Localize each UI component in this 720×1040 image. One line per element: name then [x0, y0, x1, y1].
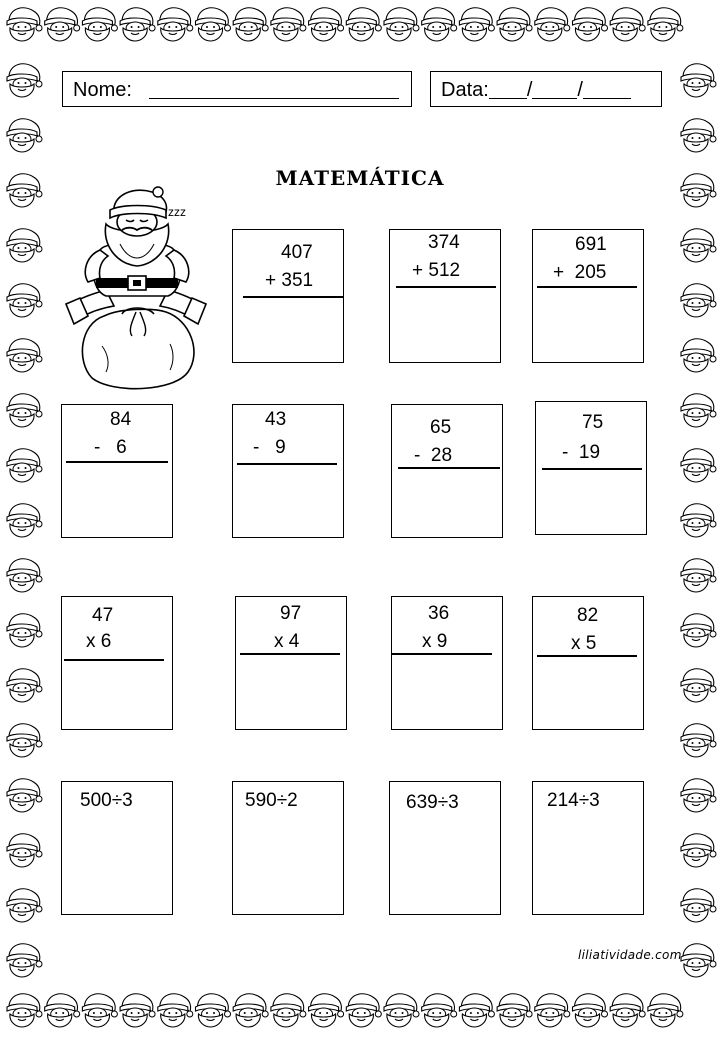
- operand-top: 374: [428, 232, 460, 253]
- page-title: MATEMÁTICA: [275, 166, 445, 190]
- santa-face-icon: [7, 8, 42, 41]
- santa-face-icon: [45, 8, 80, 41]
- answer-rule: [542, 468, 642, 470]
- operand-bottom: + 351: [265, 270, 314, 291]
- santa-face-icon: [7, 64, 42, 97]
- operand-top: 590÷2: [245, 790, 298, 811]
- santa-face-icon: [82, 8, 117, 41]
- santa-face-icon: [497, 994, 532, 1027]
- problem-box-division[interactable]: [232, 781, 344, 915]
- date-year-blank[interactable]: [583, 76, 631, 99]
- problem-box-addition[interactable]: [532, 229, 644, 363]
- problem-box-multiplication[interactable]: [235, 596, 347, 730]
- name-field[interactable]: [62, 71, 412, 107]
- problem-box-division[interactable]: [61, 781, 173, 915]
- operand-top: 36: [428, 603, 450, 624]
- problem-box-subtraction[interactable]: [391, 404, 503, 538]
- santa-face-icon: [7, 559, 42, 592]
- santa-face-icon: [422, 994, 457, 1027]
- santa-face-icon: [7, 614, 42, 647]
- date-field[interactable]: Data: / /: [430, 71, 662, 107]
- santa-face-icon: [648, 8, 683, 41]
- santa-face-icon: [7, 504, 42, 537]
- answer-rule: [237, 463, 337, 465]
- santa-face-icon: [271, 8, 306, 41]
- snore-text: zzz: [168, 205, 186, 219]
- operand-top: 47: [92, 605, 114, 626]
- santa-face-icon: [120, 994, 155, 1027]
- santa-face-icon: [7, 394, 42, 427]
- operand-bottom: + 512: [412, 260, 461, 281]
- santa-face-icon: [384, 994, 419, 1027]
- santa-face-icon: [233, 994, 268, 1027]
- problem-box-division[interactable]: [389, 781, 501, 915]
- santa-face-icon: [681, 229, 716, 262]
- problem-box-multiplication[interactable]: [532, 596, 644, 730]
- santa-face-icon: [573, 8, 608, 41]
- santa-face-icon: [82, 994, 117, 1027]
- operand-top: 639÷3: [406, 792, 459, 813]
- santa-face-icon: [459, 8, 494, 41]
- operand-top: 75: [582, 412, 604, 433]
- santa-face-icon: [7, 724, 42, 757]
- operand-bottom: x 6: [86, 631, 112, 652]
- santa-face-icon: [681, 834, 716, 867]
- santa-face-icon: [681, 559, 716, 592]
- santa-face-icon: [7, 449, 42, 482]
- santa-face-icon: [158, 994, 193, 1027]
- santa-face-icon: [681, 339, 716, 372]
- problem-box-subtraction[interactable]: [232, 404, 344, 538]
- operand-top: 407: [281, 242, 313, 263]
- santa-face-icon: [573, 994, 608, 1027]
- problem-box-subtraction[interactable]: [61, 404, 173, 538]
- operand-bottom: - 9: [253, 437, 286, 458]
- santa-face-icon: [610, 8, 645, 41]
- santa-face-icon: [120, 8, 155, 41]
- santa-face-icon: [681, 64, 716, 97]
- operand-top: 65: [430, 417, 452, 438]
- santa-face-icon: [158, 8, 193, 41]
- operand-top: 97: [280, 603, 302, 624]
- santa-face-icon: [45, 994, 80, 1027]
- santa-face-icon: [7, 284, 42, 317]
- santa-face-icon: [309, 994, 344, 1027]
- santa-face-icon: [233, 8, 268, 41]
- santa-face-icon: [309, 8, 344, 41]
- operand-top: 500÷3: [80, 790, 133, 811]
- santa-face-icon: [681, 944, 716, 977]
- answer-rule: [396, 286, 496, 288]
- santa-face-icon: [7, 779, 42, 812]
- sleeping-santa-on-sack-icon: [62, 186, 212, 391]
- santa-face-icon: [610, 994, 645, 1027]
- santa-face-icon: [535, 8, 570, 41]
- operand-bottom: - 6: [94, 437, 127, 458]
- problem-box-addition[interactable]: [232, 229, 344, 363]
- santa-face-icon: [7, 994, 42, 1027]
- date-day-blank[interactable]: [489, 76, 527, 99]
- santa-face-icon: [681, 504, 716, 537]
- santa-face-icon: [497, 8, 532, 41]
- santa-face-icon: [196, 994, 231, 1027]
- operand-bottom: x 5: [571, 633, 597, 654]
- answer-rule: [64, 659, 164, 661]
- problem-box-subtraction[interactable]: [535, 401, 647, 535]
- santa-face-icon: [681, 119, 716, 152]
- date-label: Data:: [441, 79, 489, 101]
- santa-face-icon: [7, 669, 42, 702]
- problem-box-division[interactable]: [532, 781, 644, 915]
- santa-face-icon: [271, 994, 306, 1027]
- santa-face-icon: [681, 669, 716, 702]
- santa-face-icon: [7, 119, 42, 152]
- name-label: Nome:: [73, 79, 132, 101]
- operand-bottom: x 4: [274, 631, 300, 652]
- santa-face-icon: [681, 779, 716, 812]
- santa-face-icon: [7, 944, 42, 977]
- date-month-blank[interactable]: [532, 76, 577, 99]
- operand-top: 214÷3: [547, 790, 600, 811]
- answer-rule: [537, 655, 637, 657]
- operand-top: 84: [110, 409, 132, 430]
- operand-top: 691: [575, 234, 607, 255]
- answer-rule: [243, 296, 343, 298]
- santa-face-icon: [7, 339, 42, 372]
- answer-rule: [537, 286, 637, 288]
- answer-rule: [66, 461, 168, 463]
- santa-face-icon: [346, 8, 381, 41]
- santa-face-icon: [681, 449, 716, 482]
- santa-face-icon: [681, 394, 716, 427]
- operand-bottom: x 9: [422, 631, 448, 652]
- operand-bottom: + 205: [553, 262, 607, 283]
- santa-face-icon: [681, 614, 716, 647]
- problem-box-addition[interactable]: [389, 229, 501, 363]
- answer-rule: [398, 467, 500, 469]
- problem-box-multiplication[interactable]: [391, 596, 503, 730]
- santa-face-icon: [459, 994, 494, 1027]
- problem-box-multiplication[interactable]: [61, 596, 173, 730]
- answer-rule: [392, 653, 492, 655]
- santa-face-icon: [346, 994, 381, 1027]
- santa-face-icon: [681, 724, 716, 757]
- answer-rule: [240, 653, 340, 655]
- santa-face-icon: [422, 8, 457, 41]
- santa-face-icon: [7, 889, 42, 922]
- santa-face-icon: [535, 994, 570, 1027]
- name-blank-line[interactable]: [149, 76, 399, 99]
- operand-bottom: - 28: [414, 445, 453, 466]
- santa-face-icon: [681, 284, 716, 317]
- santa-face-icon: [7, 229, 42, 262]
- credit-text: liliatividade.com: [578, 948, 682, 962]
- santa-face-icon: [7, 834, 42, 867]
- operand-top: 43: [265, 409, 287, 430]
- operand-top: 82: [577, 605, 599, 626]
- santa-face-icon: [681, 889, 716, 922]
- santa-face-icon: [196, 8, 231, 41]
- santa-face-icon: [648, 994, 683, 1027]
- santa-face-icon: [384, 8, 419, 41]
- operand-bottom: - 19: [562, 442, 601, 463]
